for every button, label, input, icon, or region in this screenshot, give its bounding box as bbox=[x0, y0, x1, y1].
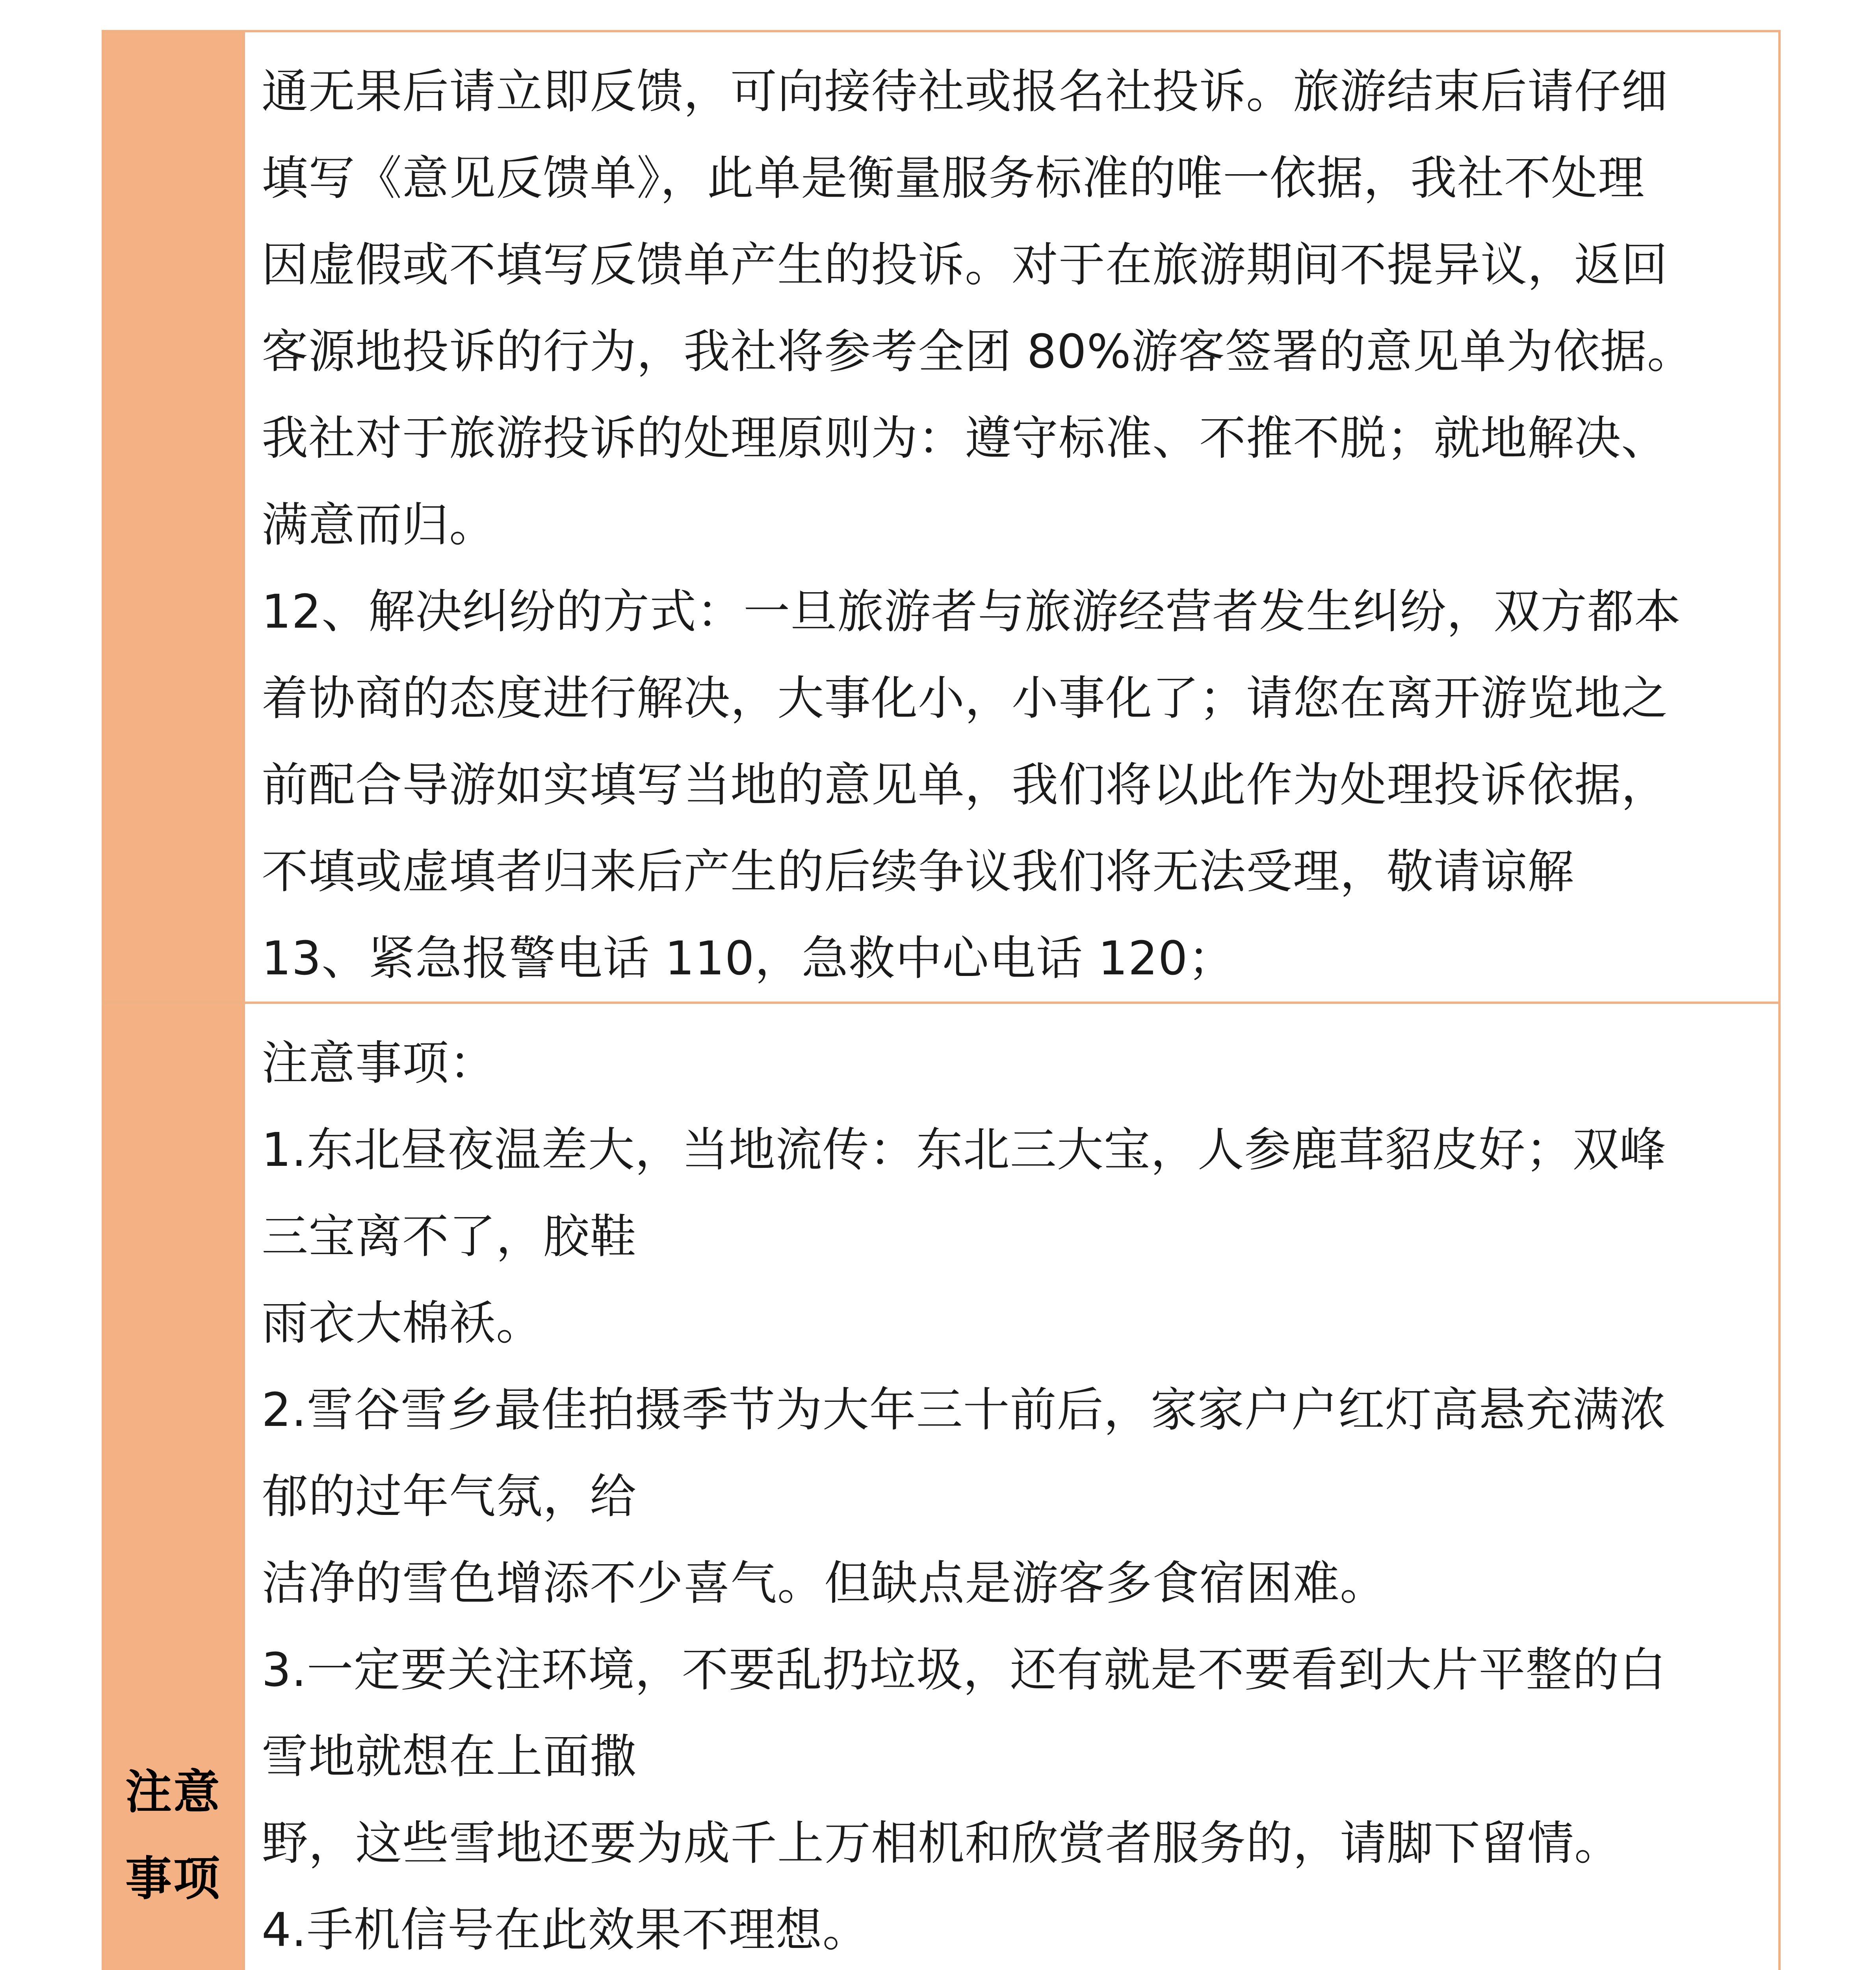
section-content-cell bbox=[244, 31, 1779, 1003]
text-line: 3.一定要关注环境，不要乱扔垃圾，还有就是不要看到大片平整的白 bbox=[262, 1643, 1666, 1697]
text-line: 客源地投诉的行为，我社将参考全团 80%游客签署的意见单为依据。 bbox=[262, 324, 1694, 379]
section-label-line-1: 注意 bbox=[125, 1765, 221, 1819]
section-content-complaints bbox=[245, 32, 1778, 1002]
section-label bbox=[125, 1749, 221, 1922]
notes-table bbox=[102, 30, 1781, 1970]
text-line: 三宝离不了，胶鞋 bbox=[262, 1209, 637, 1264]
text-line: 野，这些雪地还要为成千上万相机和欣赏者服务的，请脚下留情。 bbox=[262, 1816, 1622, 1870]
text-line: 不填或虚填者归来后产生的后续争议我们将无法受理，敬请谅解 bbox=[262, 844, 1575, 899]
text-line: 12、解决纠纷的方式：一旦旅游者与旅游经营者发生纠纷，双方都本 bbox=[262, 584, 1681, 639]
table-row-notes bbox=[103, 1003, 1779, 1970]
text-line: 雨衣大棉袄。 bbox=[262, 1296, 543, 1350]
section-label-line-2: 事项 bbox=[125, 1851, 221, 1906]
section-content-notes bbox=[245, 1004, 1778, 1970]
section-label-cell-empty bbox=[103, 31, 244, 1003]
text-line: 因虚假或不填写反馈单产生的投诉。对于在旅游期间不提异议，返回 bbox=[262, 238, 1668, 292]
text-line: 通无果后请立即反馈，可向接待社或报名社投诉。旅游结束后请仔细 bbox=[262, 64, 1668, 119]
text-line: 我社对于旅游投诉的处理原则为：遵守标准、不推不脱；就地解决、 bbox=[262, 411, 1668, 465]
text-line: 满意而归。 bbox=[262, 498, 496, 552]
text-line: 填写《意见反馈单》，此单是衡量服务标准的唯一依据，我社不处理 bbox=[262, 151, 1645, 205]
text-line: 2.雪谷雪乡最佳拍摄季节为大年三十前后，家家户户红灯高悬充满浓 bbox=[262, 1383, 1666, 1437]
text-line: 1.东北昼夜温差大，当地流传：东北三大宝，人参鹿茸貂皮好；双峰 bbox=[262, 1123, 1666, 1177]
table-row-complaints bbox=[103, 31, 1779, 1003]
text-line: 雪地就想在上面撒 bbox=[262, 1729, 637, 1784]
text-line: 着协商的态度进行解决，大事化小，小事化了；请您在离开游览地之 bbox=[262, 671, 1668, 725]
text-line: 洁净的雪色增添不少喜气。但缺点是游客多食宿困难。 bbox=[262, 1556, 1387, 1610]
section-content-cell bbox=[244, 1003, 1779, 1970]
text-line: 前配合导游如实填写当地的意见单，我们将以此作为处理投诉依据， bbox=[262, 758, 1668, 812]
text-line: 注意事项： bbox=[262, 1036, 496, 1090]
text-line: 4.手机信号在此效果不理想。 bbox=[262, 1903, 869, 1957]
section-label-cell bbox=[103, 1003, 244, 1970]
text-line: 郁的过年气氛，给 bbox=[262, 1469, 637, 1524]
text-line: 13、紧急报警电话 110，急救中心电话 120； bbox=[262, 931, 1235, 985]
